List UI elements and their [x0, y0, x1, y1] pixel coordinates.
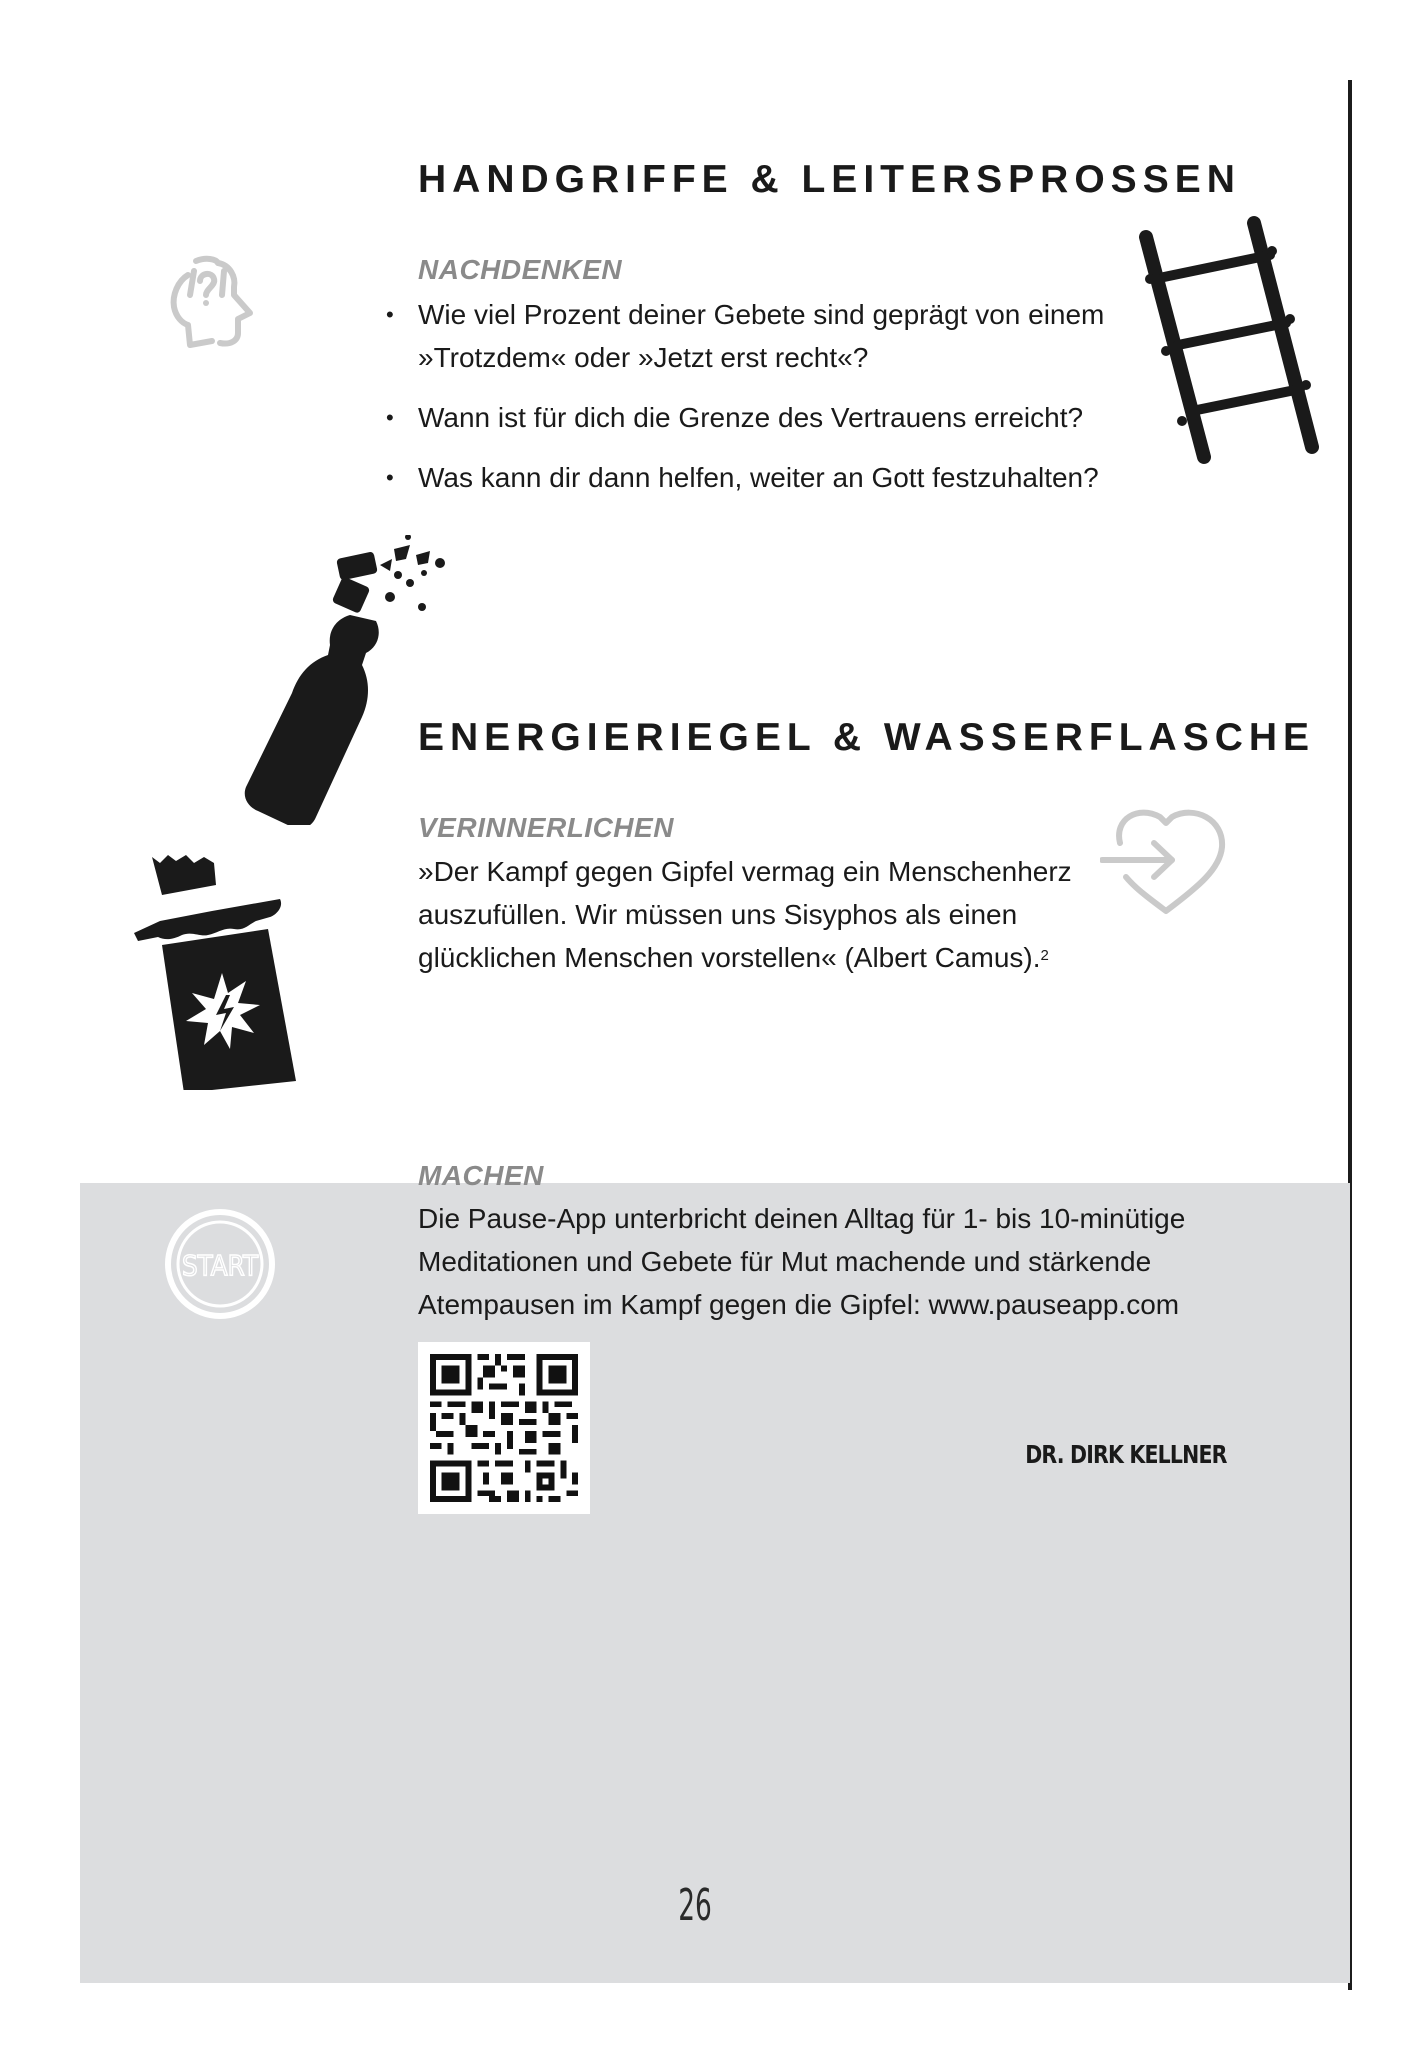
subhead-verinnerlichen: VERINNERLICHEN — [418, 812, 674, 843]
question-item: • Wann ist für dich die Grenze des Vertrauens erreicht? — [418, 396, 1118, 439]
ladder-icon — [1130, 215, 1330, 470]
page-number: 26 — [678, 1880, 712, 1931]
water-bottle-icon — [240, 535, 470, 825]
footnote-marker: 2 — [1040, 947, 1049, 964]
author-name: DR. DIRK KELLNER — [1025, 1440, 1227, 1469]
question-item: • Wie viel Prozent deiner Gebete sind geprägt von einem »Trotzdem« oder »Jetzt erst recht«? — [418, 293, 1118, 379]
section-title-energieriegel: ENERGIERIEGEL & WASSERFLASCHE — [418, 716, 1316, 759]
question-item: • Was kann dir dann helfen, weiter an Gott festzuhalten? — [418, 456, 1118, 499]
camus-quote — [418, 850, 1098, 979]
quote-text: »Der Kampf gegen Gipfel vermag ein Menschenherz auszufüllen. Wir müssen uns Sisyphos als einen glücklichen Menschen vorstellen« (Albert Camus). — [418, 856, 1072, 973]
question-list — [418, 293, 1118, 516]
subhead-nachdenken: NACHDENKEN — [418, 254, 623, 285]
energy-bar-icon — [130, 855, 300, 1090]
start-badge-icon — [164, 1208, 276, 1320]
start-badge-label: START — [182, 1249, 259, 1282]
head-question-icon — [160, 255, 260, 365]
pause-app-text: Die Pause-App unterbricht deinen Alltag für 1- bis 10-minütige Meditationen und Gebete für Mut machende und stärkende Atempausen im Kampf gegen die Gipfel: www.pauseapp.com — [418, 1203, 1186, 1320]
subhead-machen: MACHEN — [418, 1160, 544, 1191]
heart-arrow-icon — [1100, 803, 1230, 918]
qr-code — [418, 1342, 590, 1514]
section-title-handgriffe: HANDGRIFFE & LEITERSPROSSEN — [418, 158, 1241, 201]
